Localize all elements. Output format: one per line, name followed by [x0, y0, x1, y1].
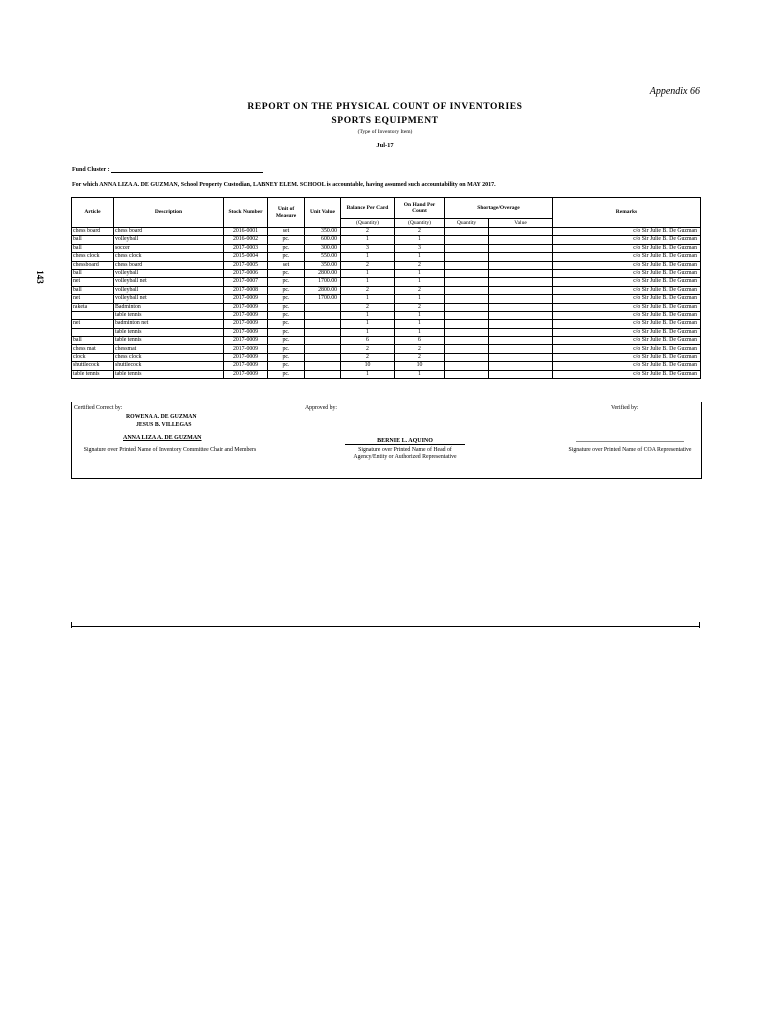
cell-unit: pc. [268, 311, 305, 319]
header-shortage-overage: Shortage/Overage [445, 198, 553, 219]
cell-onhand: 2 [395, 228, 445, 236]
header-unit-value: Unit Value [305, 198, 341, 228]
header-balance-quantity: (Quantity) [341, 219, 395, 228]
cell-article: ball [72, 236, 114, 244]
cell-description: Badminton [114, 303, 224, 311]
appendix-label: Appendix 66 [649, 86, 700, 97]
cell-article: ball [72, 244, 114, 252]
cell-remarks: c/o Sir Julie B. De Guzman [553, 345, 701, 353]
cell-remarks: c/o Sir Julie B. De Guzman [553, 353, 701, 361]
cell-shortage-quantity [445, 228, 489, 236]
cell-remarks: c/o Sir Julie B. De Guzman [553, 278, 701, 286]
cell-balance: 1 [341, 328, 395, 336]
certified-label: Certified Correct by: [74, 405, 123, 411]
cell-onhand: 6 [395, 337, 445, 345]
cell-balance: 1 [341, 236, 395, 244]
cell-unit-value [305, 353, 341, 361]
cell-description: volleyball [114, 236, 224, 244]
cell-article: ball [72, 286, 114, 294]
cell-description: chess board [114, 228, 224, 236]
header-unit-of-measure: Unit of Measure [268, 198, 305, 228]
head-of-agency-name: BERNIE L. AQUINO [345, 438, 465, 445]
committee-member-2: JESUS B. VILLEGAS [136, 422, 192, 428]
cell-onhand: 1 [395, 269, 445, 277]
table-row [72, 278, 701, 286]
cell-unit-value: 350.00 [305, 261, 341, 269]
table-row [72, 295, 701, 303]
header-remarks: Remarks [553, 198, 701, 228]
cell-shortage-value [489, 228, 553, 236]
cell-description: table tennis [114, 328, 224, 336]
cell-unit-value [305, 370, 341, 378]
inventory-type-title: SPORTS EQUIPMENT [331, 116, 439, 126]
fund-cluster-blank [111, 166, 263, 173]
cell-balance: 2 [341, 353, 395, 361]
cell-remarks: c/o Sir Julie B. De Guzman [553, 244, 701, 252]
cell-unit: pc. [268, 320, 305, 328]
cell-shortage-value [489, 311, 553, 319]
cell-shortage-value [489, 320, 553, 328]
cell-onhand: 1 [395, 328, 445, 336]
cell-remarks: c/o Sir Julie B. De Guzman [553, 370, 701, 378]
cell-stock-number: 2017-0008 [224, 286, 268, 294]
cell-balance: 6 [341, 337, 395, 345]
cell-shortage-value [489, 295, 553, 303]
cell-shortage-value [489, 286, 553, 294]
cell-unit-value: 2800.00 [305, 286, 341, 294]
verified-label: Verified by: [611, 405, 639, 411]
cell-remarks: c/o Sir Julie B. De Guzman [553, 295, 701, 303]
cell-shortage-quantity [445, 244, 489, 252]
cell-shortage-quantity [445, 370, 489, 378]
cell-onhand: 2 [395, 353, 445, 361]
cell-article: chess board [72, 228, 114, 236]
cell-article: net [72, 278, 114, 286]
cell-unit-value [305, 337, 341, 345]
cell-onhand: 2 [395, 261, 445, 269]
cell-shortage-quantity [445, 320, 489, 328]
cell-shortage-quantity [445, 311, 489, 319]
fund-cluster [72, 166, 263, 173]
cell-stock-number: 2017-0009 [224, 362, 268, 370]
cell-unit-value: 1700.00 [305, 295, 341, 303]
cell-onhand: 2 [395, 286, 445, 294]
cell-stock-number: 2017-0009 [224, 353, 268, 361]
cell-shortage-quantity [445, 253, 489, 261]
cell-description: chess clock [114, 353, 224, 361]
cell-description: volleyball net [114, 295, 224, 303]
cell-stock-number: 2015-0004 [224, 253, 268, 261]
cell-stock-number: 2016-0002 [224, 236, 268, 244]
committee-member-1: ROWENA A. DE GUZMAN [126, 414, 197, 420]
cell-onhand: 1 [395, 311, 445, 319]
cell-remarks: c/o Sir Julie B. De Guzman [553, 286, 701, 294]
cell-remarks: c/o Sir Julie B. De Guzman [553, 328, 701, 336]
page-bottom-tick-left [71, 622, 72, 628]
cell-shortage-quantity [445, 303, 489, 311]
cell-unit-value [305, 311, 341, 319]
header-onhand-quantity: (Quantity) [395, 219, 445, 228]
report-title: REPORT ON THE PHYSICAL COUNT OF INVENTORIES [247, 102, 523, 112]
cell-balance: 1 [341, 320, 395, 328]
cell-remarks: c/o Sir Julie B. De Guzman [553, 303, 701, 311]
cell-unit: pc. [268, 303, 305, 311]
coa-signature-line [576, 441, 684, 442]
committee-chair-name: ANNA LIZA A. DE GUZMAN [123, 435, 202, 441]
cell-unit: pc. [268, 236, 305, 244]
cell-shortage-quantity [445, 353, 489, 361]
cell-description: volleyball [114, 269, 224, 277]
cell-remarks: c/o Sir Julie B. De Guzman [553, 320, 701, 328]
cell-description: chessmat [114, 345, 224, 353]
table-row [72, 353, 701, 361]
table-row [72, 261, 701, 269]
cell-article: ball [72, 337, 114, 345]
cell-unit: pc. [268, 244, 305, 252]
cell-shortage-quantity [445, 328, 489, 336]
table-row [72, 370, 701, 378]
cell-remarks: c/o Sir Julie B. De Guzman [553, 362, 701, 370]
cell-remarks: c/o Sir Julie B. De Guzman [553, 236, 701, 244]
cell-article: table tennis [72, 370, 114, 378]
cell-unit-value: 550.00 [305, 253, 341, 261]
cell-unit-value [305, 362, 341, 370]
cell-shortage-quantity [445, 286, 489, 294]
cell-description: table tennis [114, 370, 224, 378]
cell-unit-value: 350.00 [305, 228, 341, 236]
cell-unit: pc. [268, 362, 305, 370]
cell-shortage-value [489, 328, 553, 336]
cell-article [72, 311, 114, 319]
cell-balance: 1 [341, 278, 395, 286]
cell-balance: 10 [341, 362, 395, 370]
table-row [72, 228, 701, 236]
cell-onhand: 1 [395, 370, 445, 378]
table-row [72, 311, 701, 319]
coa-caption: Signature over Printed Name of COA Representative [568, 447, 692, 453]
header-stock-number: Stock Number [224, 198, 268, 228]
cell-shortage-value [489, 253, 553, 261]
cell-shortage-value [489, 337, 553, 345]
cell-unit-value [305, 328, 341, 336]
cell-shortage-value [489, 278, 553, 286]
cell-onhand: 1 [395, 295, 445, 303]
cell-shortage-quantity [445, 269, 489, 277]
header-on-hand-per-count: On Hand Per Count [395, 198, 445, 219]
cell-balance: 1 [341, 253, 395, 261]
cell-shortage-quantity [445, 362, 489, 370]
cell-stock-number: 2017-0007 [224, 278, 268, 286]
cell-shortage-value [489, 244, 553, 252]
cell-balance: 2 [341, 261, 395, 269]
cell-balance: 2 [341, 345, 395, 353]
cell-remarks: c/o Sir Julie B. De Guzman [553, 311, 701, 319]
cell-balance: 1 [341, 370, 395, 378]
table-row [72, 362, 701, 370]
cell-stock-number: 2017-0009 [224, 328, 268, 336]
head-caption: Signature over Printed Name of Head of Agency/Entity or Authorized Representative [353, 447, 457, 460]
cell-unit: pc. [268, 370, 305, 378]
cell-unit: pc. [268, 353, 305, 361]
cell-balance: 1 [341, 311, 395, 319]
cell-stock-number: 2017-0005 [224, 261, 268, 269]
cell-article: net [72, 295, 114, 303]
cell-shortage-quantity [445, 345, 489, 353]
committee-caption: Signature over Printed Name of Inventory Committee Chair and Members [83, 447, 257, 453]
cell-shortage-value [489, 261, 553, 269]
cell-stock-number: 2017-0009 [224, 345, 268, 353]
cell-unit: pc. [268, 345, 305, 353]
inventory-rows [72, 228, 701, 379]
cell-onhand: 1 [395, 236, 445, 244]
header-balance-per-card: Balance Per Card [341, 198, 395, 219]
cell-article: chessboard [72, 261, 114, 269]
inventory-type-note: (Type of Inventory Item) [357, 129, 413, 135]
table-row [72, 286, 701, 294]
cell-shortage-value [489, 345, 553, 353]
table-row [72, 303, 701, 311]
cell-shortage-quantity [445, 337, 489, 345]
cell-shortage-value [489, 236, 553, 244]
cell-unit-value [305, 320, 341, 328]
cell-stock-number: 2017-0009 [224, 337, 268, 345]
cell-stock-number: 2017-0009 [224, 320, 268, 328]
cell-stock-number: 2017-0006 [224, 269, 268, 277]
cell-unit: pc. [268, 286, 305, 294]
cell-remarks: c/o Sir Julie B. De Guzman [553, 261, 701, 269]
header-article: Article [72, 198, 114, 228]
cell-stock-number: 2016-0001 [224, 228, 268, 236]
cell-description: volleyball [114, 286, 224, 294]
cell-description: soccer [114, 244, 224, 252]
cell-article: chess mat [72, 345, 114, 353]
table-row [72, 320, 701, 328]
cell-unit: pc. [268, 337, 305, 345]
cell-onhand: 3 [395, 244, 445, 252]
cell-remarks: c/o Sir Julie B. De Guzman [553, 269, 701, 277]
cell-stock-number: 2017-0003 [224, 244, 268, 252]
header-description: Description [114, 198, 224, 228]
cell-shortage-quantity [445, 261, 489, 269]
page-bottom-tick-right [699, 622, 700, 628]
cell-shortage-quantity [445, 295, 489, 303]
cell-shortage-quantity [445, 278, 489, 286]
cell-stock-number: 2017-0009 [224, 311, 268, 319]
accountability-statement: For which ANNA LIZA A. DE GUZMAN, School Property Custodian, LABNEY ELEM. SCHOOL is accountable, having assumed such accountability on MAY 2017. [72, 182, 496, 188]
cell-stock-number: 2017-0009 [224, 370, 268, 378]
cell-onhand: 2 [395, 345, 445, 353]
header-shortage-value: Value [489, 219, 553, 228]
cell-unit: pc. [268, 253, 305, 261]
cell-unit: pc. [268, 295, 305, 303]
cell-remarks: c/o Sir Julie B. De Guzman [553, 337, 701, 345]
cell-balance: 1 [341, 295, 395, 303]
cell-article: clock [72, 353, 114, 361]
cell-balance: 2 [341, 286, 395, 294]
cell-stock-number: 2017-0009 [224, 295, 268, 303]
header-shortage-quantity: Quantity [445, 219, 489, 228]
cell-description: volleyball net [114, 278, 224, 286]
cell-description: badminton net [114, 320, 224, 328]
cell-article: ball [72, 269, 114, 277]
cell-balance: 2 [341, 228, 395, 236]
cell-unit-value [305, 345, 341, 353]
table-row [72, 328, 701, 336]
cell-shortage-quantity [445, 236, 489, 244]
cell-balance: 3 [341, 244, 395, 252]
cell-stock-number: 2017-0009 [224, 303, 268, 311]
cell-description: chess board [114, 261, 224, 269]
cell-unit: pc. [268, 269, 305, 277]
table-row [72, 253, 701, 261]
cell-description: chess clock [114, 253, 224, 261]
report-date: Jul-17 [376, 142, 394, 149]
inventory-table [71, 197, 701, 379]
cell-description: table tennis [114, 311, 224, 319]
cell-unit: pc. [268, 328, 305, 336]
cell-shortage-value [489, 303, 553, 311]
fund-cluster-label: Fund Cluster : [72, 167, 110, 173]
approved-label: Approved by: [305, 405, 338, 411]
cell-unit: set [268, 228, 305, 236]
cell-onhand: 1 [395, 278, 445, 286]
page-number: 143 [34, 270, 45, 284]
cell-remarks: c/o Sir Julie B. De Guzman [553, 228, 701, 236]
cell-unit-value [305, 303, 341, 311]
cell-unit: pc. [268, 278, 305, 286]
cell-article: shuttlecock [72, 362, 114, 370]
cell-shortage-value [489, 362, 553, 370]
page-bottom-rule [71, 626, 700, 627]
cell-unit: set [268, 261, 305, 269]
cell-article: chess clock [72, 253, 114, 261]
cell-description: shuttlecock [114, 362, 224, 370]
cell-unit-value: 2800.00 [305, 269, 341, 277]
cell-unit-value: 600.00 [305, 236, 341, 244]
cell-article [72, 328, 114, 336]
table-row [72, 236, 701, 244]
table-row [72, 337, 701, 345]
cell-description: table tennis [114, 337, 224, 345]
cell-shortage-value [489, 353, 553, 361]
table-row [72, 345, 701, 353]
cell-shortage-value [489, 269, 553, 277]
cell-balance: 1 [341, 269, 395, 277]
cell-balance: 2 [341, 303, 395, 311]
cell-unit-value: 300.00 [305, 244, 341, 252]
table-row [72, 269, 701, 277]
cell-onhand: 2 [395, 303, 445, 311]
table-row [72, 244, 701, 252]
cell-onhand: 10 [395, 362, 445, 370]
cell-article: raketa [72, 303, 114, 311]
cell-remarks: c/o Sir Julie B. De Guzman [553, 253, 701, 261]
cell-onhand: 1 [395, 320, 445, 328]
cell-onhand: 1 [395, 253, 445, 261]
cell-shortage-value [489, 370, 553, 378]
cell-unit-value: 1700.00 [305, 278, 341, 286]
cell-article: net [72, 320, 114, 328]
